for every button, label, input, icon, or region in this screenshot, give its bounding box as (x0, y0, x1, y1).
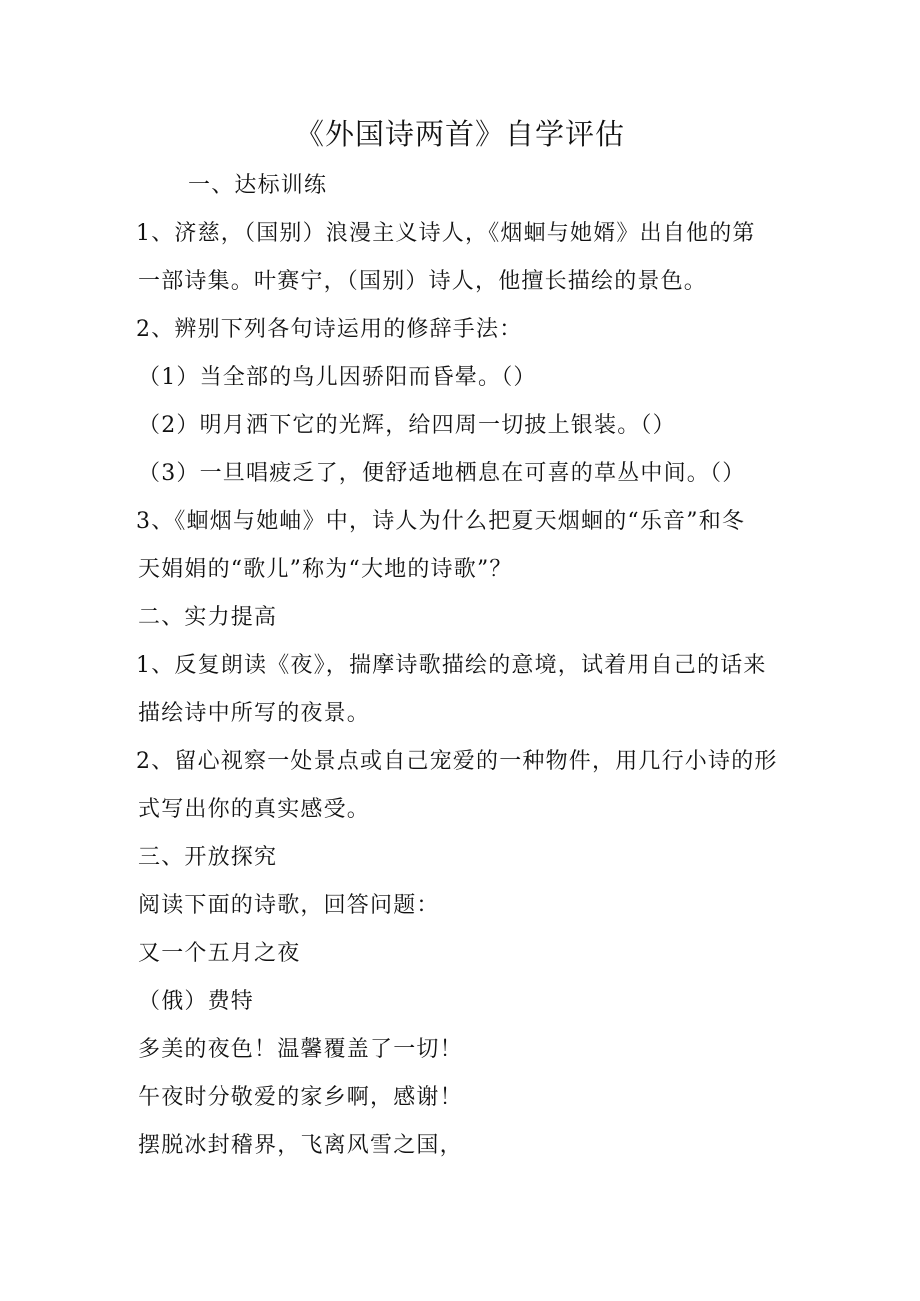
section-heading-3: 三、开放探究 (138, 845, 278, 870)
poem-line-2: 午夜时分敬爱的家乡啊，感谢！ (138, 1085, 463, 1110)
question-2-item-1: （1）当全部的鸟儿因骄阳而昏晕。（） (138, 365, 537, 390)
poem-title: 又一个五月之夜 (138, 941, 301, 966)
poem-line-1: 多美的夜色！温馨覆盖了一切！ (138, 1037, 463, 1062)
task-1-line-2: 描绘诗中所写的夜景。 (138, 701, 371, 726)
question-1-line-2: 一部诗集。叶赛宁，（国别）诗人，他擅长描绘的景色。 (138, 269, 708, 294)
question-2: 2、辨别下列各句诗运用的修辞手法： (136, 317, 523, 342)
task-2-line-2: 式写出你的真实感受。 (138, 797, 371, 822)
question-3-line-2: 天娟娟的“歌儿”称为“大地的诗歌”？ (138, 557, 513, 582)
question-2-item-2: （2）明月洒下它的光辉，给四周一切披上银装。（） (138, 413, 676, 438)
section-heading-1: 一、达标训练 (188, 173, 328, 198)
question-3-line-1: 3、《蛔烟与她岫》中，诗人为什么把夏天烟蛔的“乐音”和冬 (136, 509, 746, 534)
page-title: 《外国诗两首》自学评估 (294, 117, 625, 151)
question-2-item-3: （3）一旦唱疲乏了，便舒适地栖息在可喜的草丛中间。（） (138, 461, 746, 486)
question-1-line-1: 1、济慈，（国别）浪漫主义诗人，《烟蛔与她婿》出自他的第 (136, 221, 756, 246)
task-2-line-1: 2、留心视察一处景点或自己宠爱的一种物件，用几行小诗的形 (136, 749, 778, 774)
poem-author: （俄）费特 (138, 989, 255, 1014)
section-heading-2: 二、实力提高 (138, 605, 278, 630)
reading-instruction: 阅读下面的诗歌，回答问题： (138, 893, 440, 918)
poem-line-3: 摆脱冰封稽界，飞离风雪之国， (138, 1133, 463, 1158)
task-1-line-1: 1、反复朗读《夜》，揣摩诗歌描绘的意境，试着用自己的话来 (136, 653, 767, 678)
